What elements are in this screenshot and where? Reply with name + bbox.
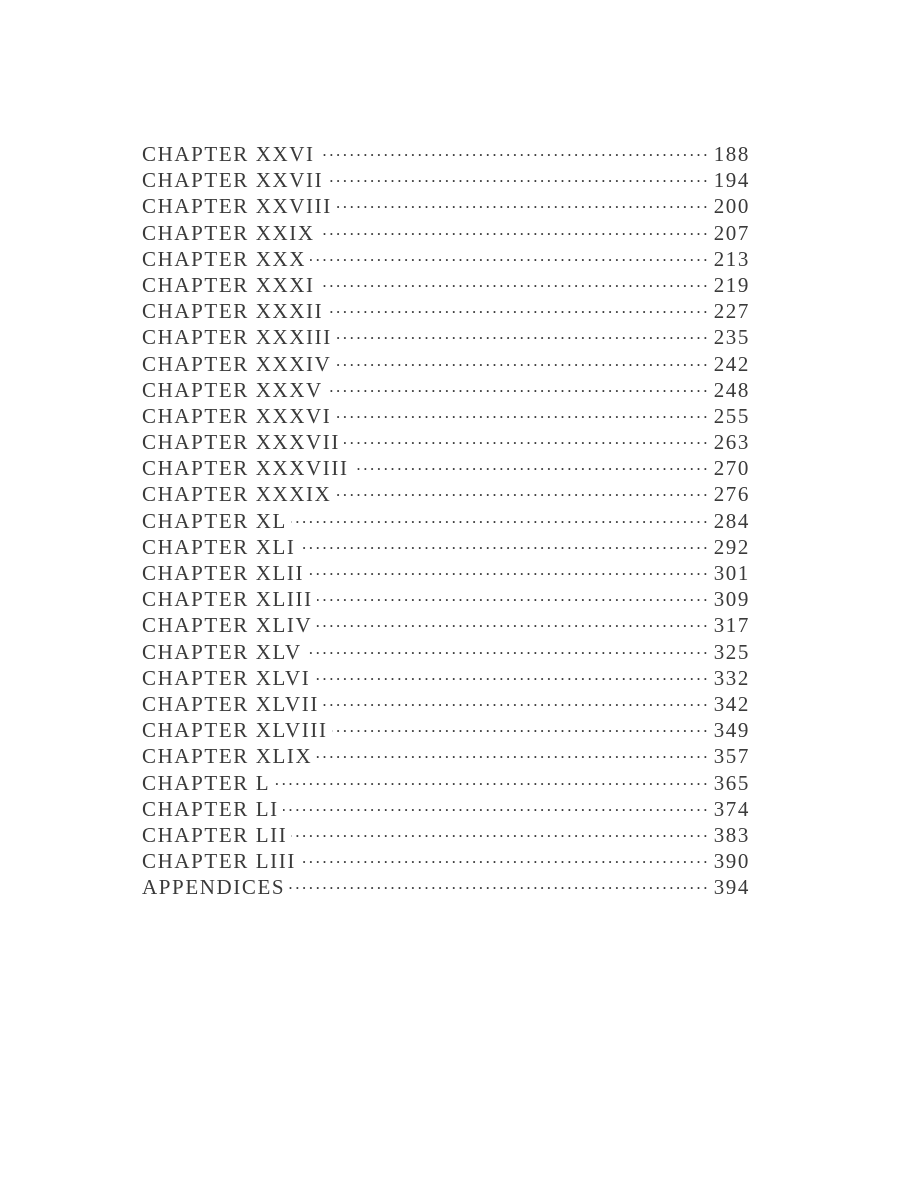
dot-leader	[335, 480, 710, 501]
toc-entry-label: APPENDICES	[142, 875, 286, 900]
toc-entry-label: CHAPTER XXXII	[142, 299, 324, 324]
toc-entry-label: CHAPTER XXXIII	[142, 325, 332, 350]
toc-entry[interactable]	[142, 271, 750, 297]
toc-entry-page: 242	[713, 351, 750, 376]
toc-entry[interactable]	[142, 716, 750, 742]
dot-leader	[316, 742, 710, 763]
dot-leader	[300, 847, 710, 868]
toc-entry-page: 301	[713, 561, 750, 585]
dot-leader	[319, 271, 710, 292]
toc-entry-page: 188	[713, 142, 750, 166]
toc-entry-label: CHAPTER XLV	[142, 639, 302, 664]
toc-entry-label: CHAPTER XXXVI	[142, 403, 332, 428]
toc-entry-label: CHAPTER XLIII	[142, 587, 313, 612]
toc-entry[interactable]	[142, 769, 750, 795]
toc-entry-label: CHAPTER XXXI	[142, 272, 315, 297]
toc-entry[interactable]	[142, 219, 750, 245]
toc-entry-page: 374	[713, 796, 750, 821]
dot-leader	[327, 376, 710, 397]
toc-entry-page: 213	[713, 246, 750, 271]
toc-entry[interactable]	[142, 402, 750, 428]
toc-entry-page: 365	[713, 770, 750, 795]
toc-entry-label: CHAPTER LIII	[142, 849, 296, 874]
toc-entry-label: CHAPTER XL	[142, 508, 287, 533]
toc-entry[interactable]	[142, 454, 750, 480]
toc-entry[interactable]	[142, 611, 750, 637]
toc-entry-page: 248	[713, 377, 750, 402]
toc-entry-page: 383	[713, 822, 750, 847]
toc-entry[interactable]	[142, 480, 750, 506]
toc-entry-label: CHAPTER XXXV	[142, 377, 323, 402]
toc-entry[interactable]	[142, 533, 750, 559]
toc-entry-page: 390	[713, 849, 750, 874]
dot-leader	[306, 638, 710, 659]
toc-entry[interactable]	[142, 140, 750, 166]
toc-entry-label: CHAPTER XLVI	[142, 665, 311, 690]
toc-entry[interactable]	[142, 585, 750, 611]
toc-entry-page: 309	[713, 587, 750, 612]
toc-entry[interactable]	[142, 192, 750, 218]
toc-entry-page: 194	[713, 168, 750, 193]
dot-leader	[344, 428, 710, 449]
toc-entry-page: 200	[713, 194, 750, 219]
dot-leader	[335, 350, 710, 371]
toc-entry-label: CHAPTER XXVI	[142, 142, 315, 166]
dot-leader	[336, 323, 710, 344]
toc-entry-label: CHAPTER XXXVII	[142, 430, 340, 455]
toc-entry-label: CHAPTER LI	[142, 796, 279, 821]
toc-entry-label: CHAPTER LII	[142, 822, 288, 847]
toc-entry[interactable]	[142, 559, 750, 585]
toc-entry[interactable]	[142, 376, 750, 402]
toc-entry-page: 317	[713, 613, 750, 638]
dot-leader	[323, 690, 710, 711]
toc-entry-label: CHAPTER L	[142, 770, 271, 795]
toc-entry[interactable]	[142, 166, 750, 192]
toc-entry[interactable]	[142, 690, 750, 716]
toc-entry-label: CHAPTER XLIX	[142, 744, 313, 769]
dot-leader	[332, 716, 710, 737]
toc-entry-label: CHAPTER XLII	[142, 561, 305, 585]
toc-entry-page: 276	[713, 482, 750, 507]
dot-leader	[289, 873, 710, 894]
dot-leader	[327, 166, 710, 187]
dot-leader	[308, 559, 710, 580]
toc-entry[interactable]	[142, 350, 750, 376]
dot-leader	[336, 192, 710, 213]
toc-entry-page: 227	[713, 299, 750, 324]
toc-entry-page: 332	[713, 665, 750, 690]
toc-entry-label: CHAPTER XXXIV	[142, 351, 332, 376]
toc-entry-label: CHAPTER XXVIII	[142, 194, 332, 219]
toc-entry-page: 255	[713, 403, 750, 428]
toc-entry-page: 207	[713, 220, 750, 245]
toc-entry[interactable]	[142, 507, 750, 533]
toc-entry[interactable]	[142, 795, 750, 821]
dot-leader	[327, 297, 710, 318]
toc-entry[interactable]	[142, 297, 750, 323]
dot-leader	[314, 664, 710, 685]
toc-entry[interactable]	[142, 847, 750, 873]
dot-leader	[291, 507, 710, 528]
toc-entry-page: 349	[713, 718, 750, 743]
toc-entry[interactable]	[142, 742, 750, 768]
toc-entry-label: CHAPTER XXVII	[142, 168, 324, 193]
dot-leader	[291, 821, 710, 842]
toc-entry-appendices[interactable]	[142, 873, 750, 899]
toc-entry[interactable]	[142, 428, 750, 454]
dot-leader	[353, 454, 710, 475]
toc-entry-label: CHAPTER XXX	[142, 246, 307, 271]
dot-leader	[335, 402, 710, 423]
toc-entry-page: 270	[713, 456, 750, 481]
dot-leader	[274, 769, 710, 790]
toc-entry[interactable]	[142, 664, 750, 690]
toc-entry-page: 342	[713, 691, 750, 716]
toc-entry-page: 357	[713, 744, 750, 769]
toc-entry-page: 235	[713, 325, 750, 350]
toc-entry-label: CHAPTER XXXIX	[142, 482, 332, 507]
toc-entry[interactable]	[142, 245, 750, 271]
toc-entry-label: CHAPTER XXIX	[142, 220, 315, 245]
toc-entry-label: CHAPTER XXXVIII	[142, 456, 349, 481]
toc-entry-page: 263	[713, 430, 750, 455]
toc-entry-label: CHAPTER XLVII	[142, 691, 319, 716]
toc-entry-page: 325	[713, 639, 750, 664]
toc-entry-page: 219	[713, 272, 750, 297]
toc-entry-page: 284	[713, 508, 750, 533]
dot-leader	[317, 585, 710, 606]
dot-leader	[310, 245, 710, 266]
toc-entry-label: CHAPTER XLIV	[142, 613, 313, 638]
dot-leader	[316, 611, 710, 632]
toc-entry-page: 292	[713, 534, 750, 559]
toc-entry-label: CHAPTER XLVIII	[142, 718, 328, 743]
dot-leader	[319, 219, 710, 240]
toc-entry-label: CHAPTER XLI	[142, 534, 296, 559]
table-of-contents	[142, 140, 750, 899]
toc-entry-page: 394	[713, 875, 750, 900]
dot-leader	[319, 140, 710, 161]
dot-leader	[283, 795, 710, 816]
toc-entry[interactable]	[142, 323, 750, 349]
dot-leader	[300, 533, 710, 554]
toc-entry[interactable]	[142, 821, 750, 847]
toc-entry[interactable]	[142, 638, 750, 664]
